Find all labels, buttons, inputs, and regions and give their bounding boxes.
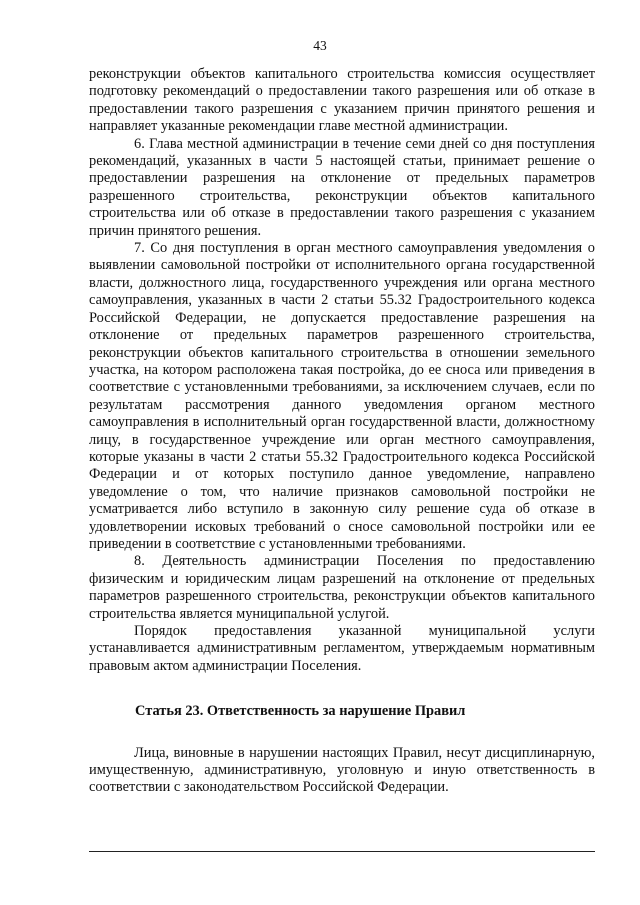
paragraph-7: 7. Со дня поступления в орган местного самоуправления уведомления о выявлении самовольной постройки от исполнительного органа государственной власти, должностного лица, государственного учреждения или органа местного самоуправления, указанных в части 2 статьи 55.32 Градостроительного кодекса Российской Федерации, не допускается предоставление разрешения на отклонение от предельных параметров разрешенного строительства, реконструкции объектов капитального строительства в отношении земельного участка, на котором расположена такая постройка, до ее сноса или приведения в соответствие с установленными требованиями, за исключением случаев, если по результатам рассмотрения данного уведомления органом местного самоуправления в исполнительный орган государственной власти, должностному лицу, в государственное учреждение или орган местного самоуправления, которые указаны в части 2 статьи 55.32 Градостроительного кодекса Российской Федерации и от которых поступило данное уведомление, направлено уведомление о том, что наличие признаков самовольной постройки не усматривается либо вступило в законную силу решение суда об отказе в удовлетворении исковых требований о сносе самовольной постройки или ее приведении в соответствие с установленными требованиями.	[89, 240, 595, 552]
footer-divider	[89, 851, 595, 852]
paragraph-6: 6. Глава местной администрации в течение семи дней со дня поступления рекомендаций, указанных в части 5 настоящей статьи, принимает решение о предоставлении разрешения на отклонение от предельных параметров разрешенного строительства, реконструкции объектов капитального строительства или об отказе в предоставлении такого разрешения с указанием причин принятого решения.	[89, 135, 595, 239]
paragraph-8: 8. Деятельность администрации Поселения по предоставлению физическим и юридическим лицам разрешений на отклонение от предельных параметров разрешенного строительства, реконструкции объектов капитального строительства является муниципальной услугой.	[89, 553, 595, 622]
page-number: 43	[313, 38, 327, 53]
paragraph-continuation: реконструкции объектов капитального строительства комиссия осуществляет подготовку рекомендаций о предоставлении такого разрешения или об отказе в предоставлении такого разрешения с указанием причин принятого решения и направляет указанные рекомендации главе местной администрации.	[89, 66, 595, 135]
article-heading: Статья 23. Ответственность за нарушение Правил	[135, 703, 466, 720]
document-body	[89, 66, 595, 797]
article-paragraph: Лица, виновные в нарушении настоящих Правил, несут дисциплинарную, имущественную, административную, уголовную и иную ответственность в соответствии с законодательством Российской Федерации.	[89, 744, 595, 796]
paragraph-procedure: Порядок предоставления указанной муниципальной услуги устанавливается административным регламентом, утверждаемым нормативным правовым актом администрации Поселения.	[89, 623, 595, 674]
